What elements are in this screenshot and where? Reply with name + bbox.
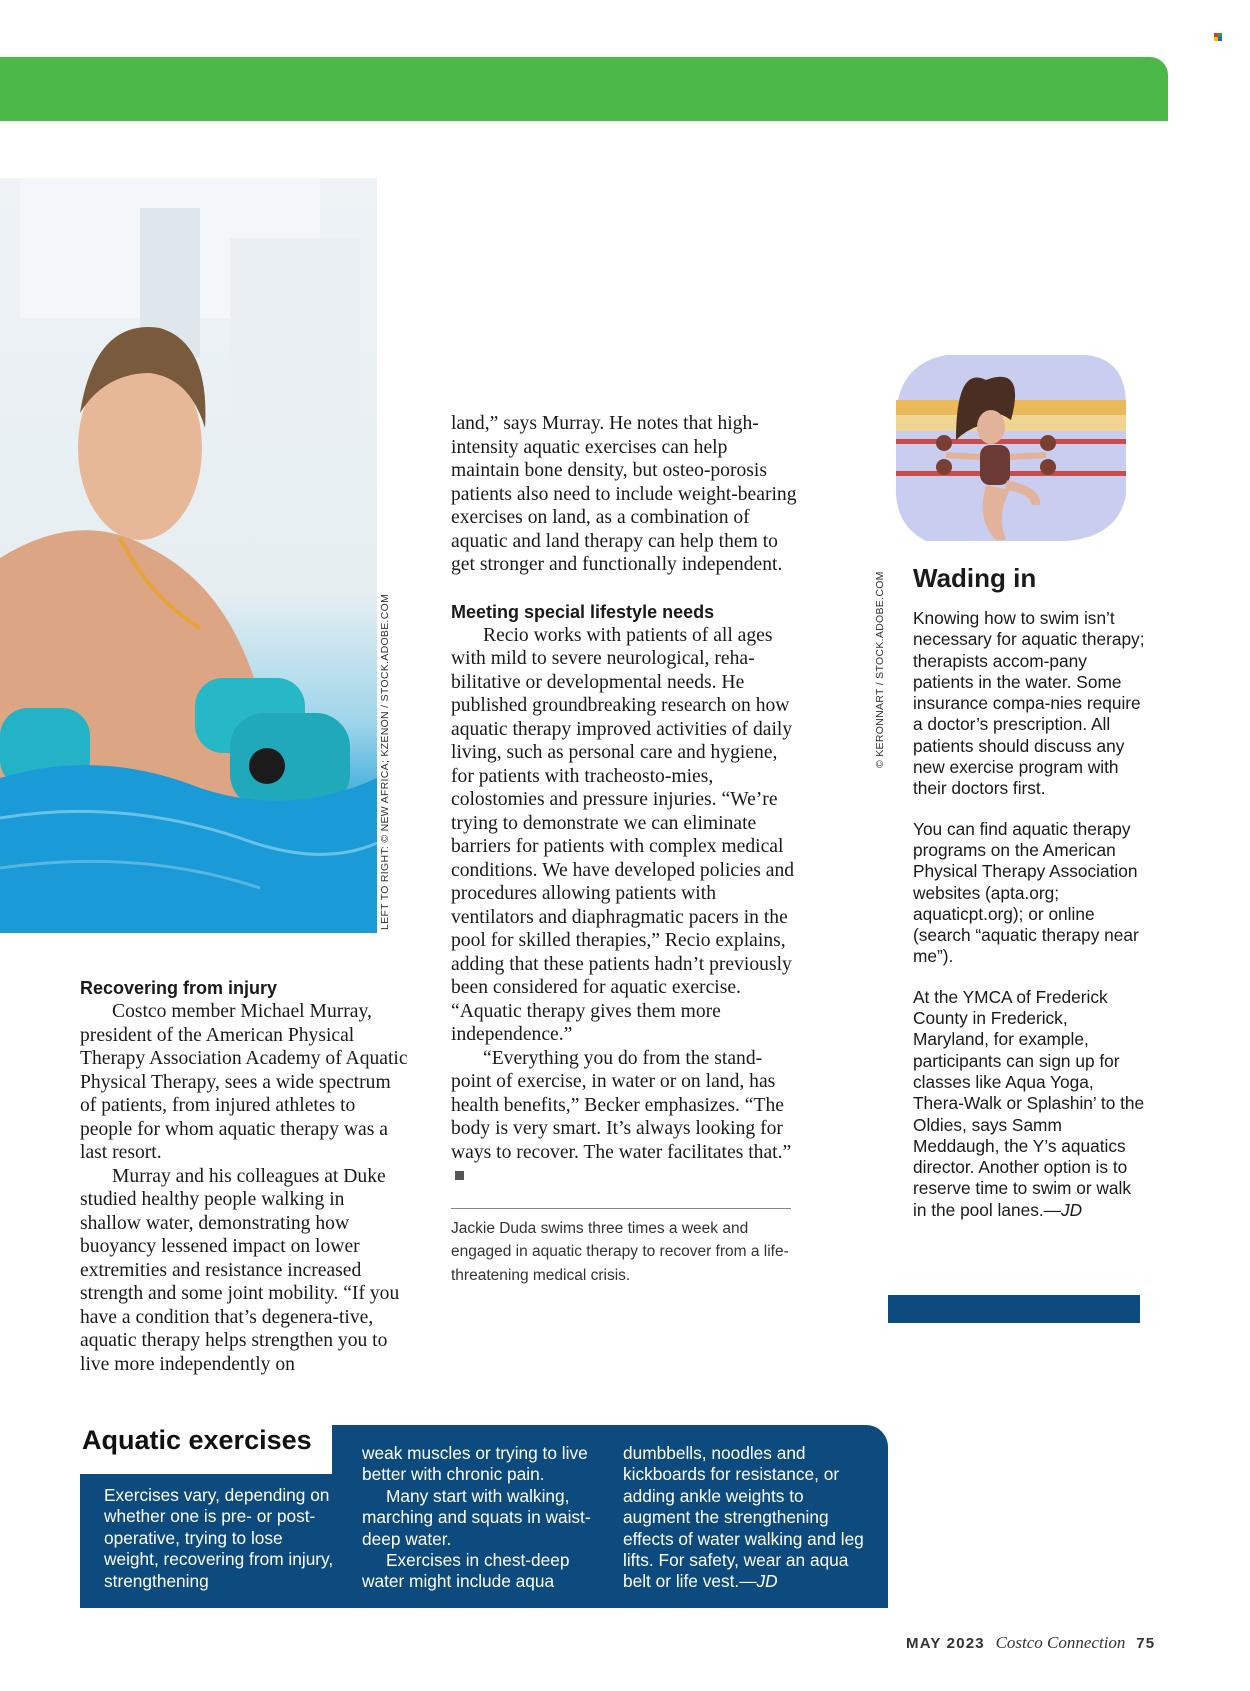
sidebar-illustration (886, 345, 1132, 545)
col2-paragraph-2: “Everything you do from the stand-point of exercise, in water or on land, has health benefits,” Becker emphasizes. “The body is very smart. It’s always looking for ways to recover. The water facilitates that.” (451, 1047, 792, 1163)
photo-illustration (0, 178, 377, 933)
header-accent-bar (0, 57, 1168, 121)
sidebar-footer-bar (888, 1295, 1140, 1323)
wading-in-sidebar (913, 563, 1145, 1240)
col2-continuation: land,” says Murray. He notes that high-intensity aquatic exercises can help maintain bone density, but osteo-porosis patients also need to include weight-bearing exercises on land, as a combination of aquatic and land therapy can help them to get stronger and functionally independent. (451, 413, 797, 575)
end-mark-icon (455, 1171, 464, 1180)
hero-photo (0, 178, 377, 933)
column-1 (80, 976, 410, 1376)
aquatic-title: Aquatic exercises (82, 1425, 312, 1455)
sidebar-paragraph-2: You can find aquatic therapy programs on the American Physical Therapy Association websites (apta.org; aquaticpt.org); or online (search “aquatic therapy near me”). (913, 818, 1139, 967)
section-heading-lifestyle: Meeting special lifestyle needs (451, 601, 715, 622)
sidebar-signoff: —JD (1043, 1199, 1083, 1220)
aquatic-col2-text-b: Many start with walking, marching and squats in waist-deep water. (362, 1485, 591, 1549)
caption-divider (451, 1208, 791, 1209)
column-2 (451, 412, 797, 1287)
aquatic-signoff: —JD (739, 1571, 778, 1592)
footer-date: MAY 2023 (906, 1635, 985, 1652)
sidebar-title: Wading in (913, 563, 1037, 593)
aquatic-col-2 (362, 1443, 602, 1593)
footer-magazine: Costco Connection (995, 1633, 1126, 1652)
aquatic-col2-text-a: weak muscles or trying to live better with chronic pain. (362, 1443, 588, 1485)
col1-paragraph-1: Costco member Michael Murray, president of the American Physical Therapy Association Academy of Aquatic Physical Therapy, sees a wide spectrum of patients, from injured athletes to people for whom aquatic therapy was a last resort. (80, 1001, 408, 1163)
photo-credit: LEFT TO RIGHT: © NEW AFRICA; KZENON / STOCK.ADOBE.COM (379, 593, 391, 930)
swimmer-illustration (886, 345, 1132, 545)
page-footer (906, 1633, 1155, 1653)
section-heading-injury: Recovering from injury (80, 978, 278, 998)
illustration-credit: © KERONNART / STOCK.ADOBE.COM (874, 571, 886, 768)
col2-paragraph-1: Recio works with patients of all ages with mild to severe neurological, reha-bilitative or developmental needs. He published groundbreaking research on how aquatic therapy improved activities of daily living, such as personal care and hygiene, for patients with tracheosto-mies, colostomies and pressure injuries. “We’re trying to demonstrate we can eliminate barriers for patients with complex medical conditions. We have developed policies and procedures allowing patients with ventilators and diaphragmatic pacers in the pool for skilled therapies,” Recio explains, adding that these patients hadn’t previously been considered for aquatic exercise. “Aquatic therapy gives them more independence.” (451, 624, 795, 1045)
aquatic-col2-text-c: Exercises in chest-deep water might include aqua (362, 1550, 570, 1592)
registration-mark (1214, 33, 1222, 41)
photo-caption: Jackie Duda swims three times a week and engaged in aquatic therapy to recover from a life-threatening medical crisis. (451, 1219, 789, 1284)
aquatic-col-3 (623, 1443, 871, 1593)
col1-paragraph-2: Murray and his colleagues at Duke studied healthy people walking in shallow water, demonstrating how buoyancy lessened impact on lower extremities and resistance increased strength and some joint mobility. “If you have a condition that’s degenera-tive, aquatic therapy helps strengthen you to live more independently on (80, 1165, 400, 1375)
footer-page-number: 75 (1136, 1635, 1156, 1652)
sidebar-paragraph-3: At the YMCA of Frederick County in Frederick, Maryland, for example, participants can sign up for classes like Aqua Yoga, Thera-Walk or Splashin’ to the Oldies, says Samm Meddaugh, the Y’s aquatics director. Another option is to reserve time to swim or walk in the pool lanes. (913, 986, 1145, 1220)
aquatic-col1-text: Exercises vary, depending on whether one is pre- or post-operative, trying to lose weight, recovering from injury, strengthening (104, 1485, 334, 1591)
sidebar-paragraph-1: Knowing how to swim isn’t necessary for aquatic therapy; therapists accom-pany patients in the water. Some insurance compa-nies require a doctor’s prescription. All patients should discuss any new exercise program with their doctors first. (913, 608, 1145, 799)
aquatic-col-1 (104, 1485, 336, 1592)
aquatic-col3-text: dumbbells, noodles and kickboards for resistance, or adding ankle weights to augment the strengthening effects of water walking and leg lifts. For safety, wear an aqua belt or life vest. (623, 1443, 864, 1592)
